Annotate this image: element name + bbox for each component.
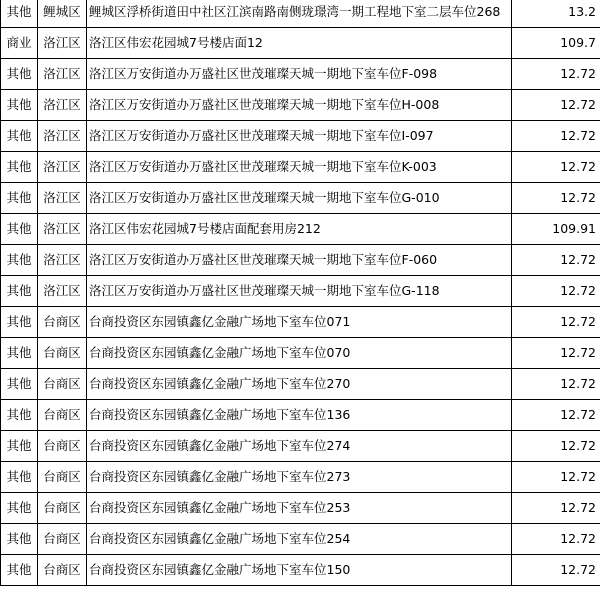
table-row <box>1 524 600 555</box>
location-cell: 台商投资区东园镇鑫亿金融广场地下室车位071 <box>87 307 512 338</box>
type-cell: 其他 <box>1 462 38 493</box>
table-row <box>1 152 600 183</box>
district-cell: 台商区 <box>38 307 87 338</box>
district-cell: 洛江区 <box>38 276 87 307</box>
type-cell: 其他 <box>1 245 38 276</box>
type-cell: 其他 <box>1 59 38 90</box>
area-cell: 109.7 <box>512 28 600 59</box>
table-row <box>1 0 600 28</box>
area-cell: 12.72 <box>512 276 600 307</box>
table-row <box>1 400 600 431</box>
area-cell: 12.72 <box>512 431 600 462</box>
district-cell: 洛江区 <box>38 28 87 59</box>
district-cell: 台商区 <box>38 400 87 431</box>
table-row <box>1 555 600 586</box>
district-cell: 洛江区 <box>38 90 87 121</box>
area-cell: 12.72 <box>512 245 600 276</box>
table-row <box>1 431 600 462</box>
location-cell: 洛江区万安街道办万盛社区世茂璀璨天城一期地下室车位F-098 <box>87 59 512 90</box>
district-cell: 洛江区 <box>38 59 87 90</box>
type-cell: 其他 <box>1 400 38 431</box>
type-cell: 其他 <box>1 493 38 524</box>
district-cell: 鲤城区 <box>38 0 87 28</box>
type-cell: 其他 <box>1 431 38 462</box>
table-row <box>1 90 600 121</box>
table-row <box>1 307 600 338</box>
area-cell: 12.72 <box>512 555 600 586</box>
table-row <box>1 28 600 59</box>
area-cell: 12.72 <box>512 524 600 555</box>
location-cell: 洛江区万安街道办万盛社区世茂璀璨天城一期地下室车位K-003 <box>87 152 512 183</box>
table-row <box>1 214 600 245</box>
area-cell: 12.72 <box>512 369 600 400</box>
location-cell: 台商投资区东园镇鑫亿金融广场地下室车位274 <box>87 431 512 462</box>
location-cell: 台商投资区东园镇鑫亿金融广场地下室车位150 <box>87 555 512 586</box>
location-cell: 洛江区伟宏花园城7号楼店面配套用房212 <box>87 214 512 245</box>
type-cell: 其他 <box>1 152 38 183</box>
type-cell: 其他 <box>1 276 38 307</box>
table-row <box>1 276 600 307</box>
property-table-body <box>1 0 600 586</box>
type-cell: 其他 <box>1 369 38 400</box>
type-cell: 其他 <box>1 338 38 369</box>
type-cell: 其他 <box>1 524 38 555</box>
area-cell: 12.72 <box>512 462 600 493</box>
area-cell: 109.91 <box>512 214 600 245</box>
table-row <box>1 121 600 152</box>
area-cell: 12.72 <box>512 183 600 214</box>
location-cell: 洛江区万安街道办万盛社区世茂璀璨天城一期地下室车位G-118 <box>87 276 512 307</box>
type-cell: 其他 <box>1 183 38 214</box>
location-cell: 洛江区万安街道办万盛社区世茂璀璨天城一期地下室车位I-097 <box>87 121 512 152</box>
type-cell: 其他 <box>1 214 38 245</box>
location-cell: 洛江区万安街道办万盛社区世茂璀璨天城一期地下室车位G-010 <box>87 183 512 214</box>
district-cell: 台商区 <box>38 555 87 586</box>
location-cell: 台商投资区东园镇鑫亿金融广场地下室车位136 <box>87 400 512 431</box>
type-cell: 其他 <box>1 121 38 152</box>
district-cell: 台商区 <box>38 369 87 400</box>
table-row <box>1 59 600 90</box>
district-cell: 洛江区 <box>38 183 87 214</box>
location-cell: 洛江区万安街道办万盛社区世茂璀璨天城一期地下室车位F-060 <box>87 245 512 276</box>
district-cell: 台商区 <box>38 431 87 462</box>
area-cell: 12.72 <box>512 338 600 369</box>
type-cell: 其他 <box>1 307 38 338</box>
location-cell: 鲤城区浮桥街道田中社区江滨南路南侧珑璟湾一期工程地下室二层车位268 <box>87 0 512 28</box>
table-row <box>1 462 600 493</box>
area-cell: 12.72 <box>512 400 600 431</box>
location-cell: 台商投资区东园镇鑫亿金融广场地下室车位273 <box>87 462 512 493</box>
table-row <box>1 245 600 276</box>
table-row <box>1 183 600 214</box>
area-cell: 12.72 <box>512 59 600 90</box>
type-cell: 其他 <box>1 555 38 586</box>
location-cell: 洛江区万安街道办万盛社区世茂璀璨天城一期地下室车位H-008 <box>87 90 512 121</box>
location-cell: 台商投资区东园镇鑫亿金融广场地下室车位270 <box>87 369 512 400</box>
table-row <box>1 493 600 524</box>
area-cell: 12.72 <box>512 307 600 338</box>
area-cell: 12.72 <box>512 121 600 152</box>
district-cell: 台商区 <box>38 338 87 369</box>
district-cell: 洛江区 <box>38 152 87 183</box>
type-cell: 其他 <box>1 90 38 121</box>
table-row <box>1 338 600 369</box>
district-cell: 洛江区 <box>38 121 87 152</box>
location-cell: 洛江区伟宏花园城7号楼店面12 <box>87 28 512 59</box>
type-cell: 其他 <box>1 0 38 28</box>
location-cell: 台商投资区东园镇鑫亿金融广场地下室车位253 <box>87 493 512 524</box>
area-cell: 12.72 <box>512 152 600 183</box>
type-cell: 商业 <box>1 28 38 59</box>
district-cell: 台商区 <box>38 493 87 524</box>
table-row <box>1 369 600 400</box>
district-cell: 洛江区 <box>38 214 87 245</box>
location-cell: 台商投资区东园镇鑫亿金融广场地下室车位070 <box>87 338 512 369</box>
area-cell: 12.72 <box>512 493 600 524</box>
area-cell: 12.72 <box>512 90 600 121</box>
district-cell: 台商区 <box>38 524 87 555</box>
area-cell: 13.2 <box>512 0 600 28</box>
district-cell: 台商区 <box>38 462 87 493</box>
location-cell: 台商投资区东园镇鑫亿金融广场地下室车位254 <box>87 524 512 555</box>
district-cell: 洛江区 <box>38 245 87 276</box>
